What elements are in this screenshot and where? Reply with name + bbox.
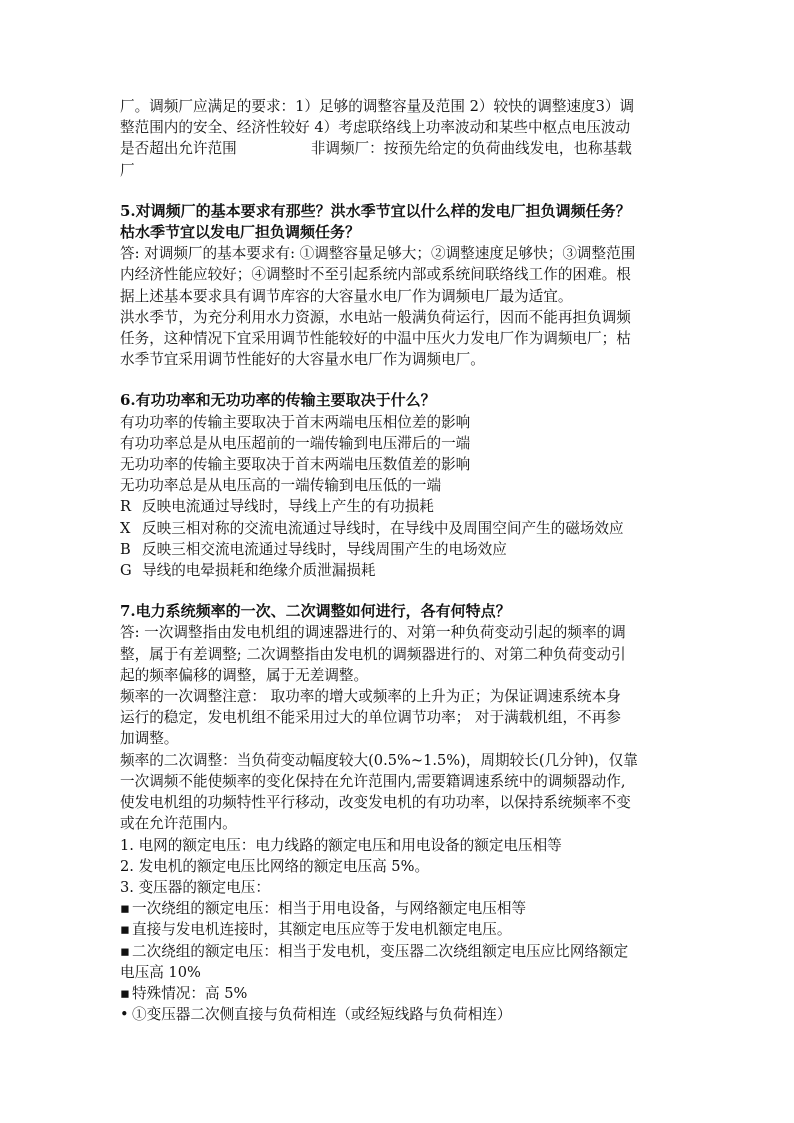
parameter-letter: B (120, 540, 131, 558)
intro-line-3b: 非调频厂：按预先给定的负荷曲线发电，也称基载 (310, 140, 632, 158)
intro-line-1: 厂。调频厂应满足的要求：1）足够的调整容量及范围 2）较快的调整速度3）调 (120, 98, 635, 115)
voltage-bullet-text: 一次绕组的额定电压：相当于用电设备，与网络额定电压相等 (132, 900, 527, 918)
intro-line-4: 厂 (120, 161, 135, 179)
question-6-line: 无功功率的传输主要取决于首末两端电压数值差的影响 (120, 456, 471, 474)
question-6-line: 无功功率总是从电压高的一端传输到电压低的一端 (120, 477, 442, 495)
parameter-b-line (120, 539, 680, 560)
voltage-bullet (120, 941, 680, 962)
voltage-bullet-text: 电压高 10% (120, 963, 201, 981)
question-5-title-1: 5.对调频厂的基本要求有那些？洪水季节宜以什么样的发电厂担负调频任务？ (120, 201, 631, 220)
parameter-letter: R (120, 498, 131, 516)
question-7-line: 运行的稳定，发电机组不能采用过大的单位调节功率； 对于满载机组，不再参 (120, 709, 621, 727)
parameter-x-line (120, 518, 680, 539)
voltage-bullet-text: 特殊情况：高 5% (132, 984, 248, 1002)
question-7-line: 使发电机组的功频特性平行移动，改变发电机的有功功率，以保持系统频率不变 (120, 794, 631, 812)
parameter-description: 反映三相对称的交流电流通过导线时，在导线中及周围空间产生的磁场效应 (142, 519, 624, 537)
question-5-line: 任务，这种情况下宜采用调节性能较好的中温中压火力发电厂作为调频电厂；枯 (120, 330, 631, 348)
document-page (120, 96, 680, 1025)
question-5-line: 据上述基本要求具有调节库容的大容量水电厂作为调频电厂最为适宜。 (120, 287, 573, 305)
voltage-item: 1. 电网的额定电压：电力线路的额定电压和用电设备的额定电压相等 (120, 836, 562, 854)
voltage-item: 3. 变压器的额定电压： (120, 878, 270, 896)
intro-line-3 (120, 138, 680, 159)
parameter-g-line (120, 560, 680, 581)
question-7-line: 整，属于有差调整; 二次调整指由发电机的调频器进行的、对第二种负荷变动引 (120, 645, 626, 663)
question-7-line: 起的频率偏移的调整，属于无差调整。 (120, 666, 369, 684)
question-7-line: 加调整。 (120, 730, 179, 748)
question-5-section (120, 201, 680, 371)
question-5-title-2: 枯水季节宜以发电厂担负调频任务？ (120, 223, 361, 242)
question-6-line: 有功功率总是从电压超前的一端传输到电压滞后的一端 (120, 434, 471, 452)
question-5-line: 内经济性能应较好；④调整时不至引起系统内部或系统间联络线工作的困难。根 (120, 266, 631, 284)
voltage-bullet-text: ①变压器二次侧直接与负荷相连（或经短线路与负荷相连） (132, 1006, 512, 1024)
question-5-line: 水季节宜采用调节性能好的大容量水电厂作为调频电厂。 (120, 351, 485, 369)
question-7-line: 或在允许范围内。 (120, 815, 237, 833)
voltage-bullet (120, 919, 680, 940)
question-5-line: 答: 对调频厂的基本要求有: ①调整容量足够大；②调整速度足够快；③调整范围 (120, 245, 636, 263)
intro-line-2: 整范围内的安全、经济性较好 4）考虑联络线上功率波动和某些中枢点电压波动 (120, 119, 631, 137)
voltage-bullet-continuation (120, 962, 680, 983)
question-7-line: 频率的一次调整注意： 取功率的增大或频率的上升为正；为保证调速系统本身 (120, 688, 621, 706)
voltage-bullet (120, 983, 680, 1004)
parameter-letter: G (120, 562, 132, 580)
intro-section (120, 96, 680, 181)
question-6-line: 有功功率的传输主要取决于首末两端电压相位差的影响 (120, 413, 471, 431)
parameter-letter: X (120, 519, 131, 537)
bullet-icon: • (120, 1006, 129, 1024)
parameter-description: 导线的电晕损耗和绝缘介质泄漏损耗 (142, 562, 376, 580)
bullet-icon: ▪ (120, 942, 130, 960)
question-7-line: 频率的二次调整：当负荷变动幅度较大(0.5%~1.5%)，周期较长(几分钟)，仅靠 (120, 751, 638, 769)
rated-voltage-section (120, 835, 680, 1026)
question-7-section (120, 601, 680, 834)
bullet-icon: ▪ (120, 921, 130, 939)
question-6-title: 6.有功功率和无功功率的传输主要取决于什么？ (120, 391, 436, 410)
voltage-bullet (120, 898, 680, 919)
question-7-title: 7.电力系统频率的一次、二次调整如何进行，各有何特点？ (120, 602, 511, 621)
question-6-section (120, 390, 680, 581)
intro-line-3a: 是否超出允许范围 (120, 140, 237, 158)
parameter-description: 反映电流通过导线时，导线上产生的有功损耗 (142, 498, 434, 516)
question-5-line: 洪水季节，为充分利用水力资源，水电站一般满负荷运行，因而不能再担负调频 (120, 308, 631, 326)
bullet-icon: ▪ (120, 984, 130, 1002)
question-7-line: 一次调频不能使频率的变化保持在允许范围内,需要籍调速系统中的调频器动作, (120, 772, 626, 790)
voltage-item: 2. 发电机的额定电压比网络的额定电压高 5%。 (120, 857, 430, 875)
parameter-description: 反映三相交流电流通过导线时，导线周围产生的电场效应 (142, 540, 507, 558)
question-7-line: 答: 一次调整指由发电机组的调速器进行的、对第一种负荷变动引起的频率的调 (120, 624, 626, 642)
bullet-icon: ▪ (120, 900, 130, 918)
voltage-bullet (120, 1004, 680, 1025)
voltage-bullet-text: 二次绕组的额定电压：相当于发电机，变压器二次绕组额定电压应比网络额定 (132, 942, 629, 960)
parameter-r-line (120, 496, 680, 517)
voltage-bullet-text: 直接与发电机连接时，其额定电压应等于发电机额定电压。 (132, 921, 512, 939)
